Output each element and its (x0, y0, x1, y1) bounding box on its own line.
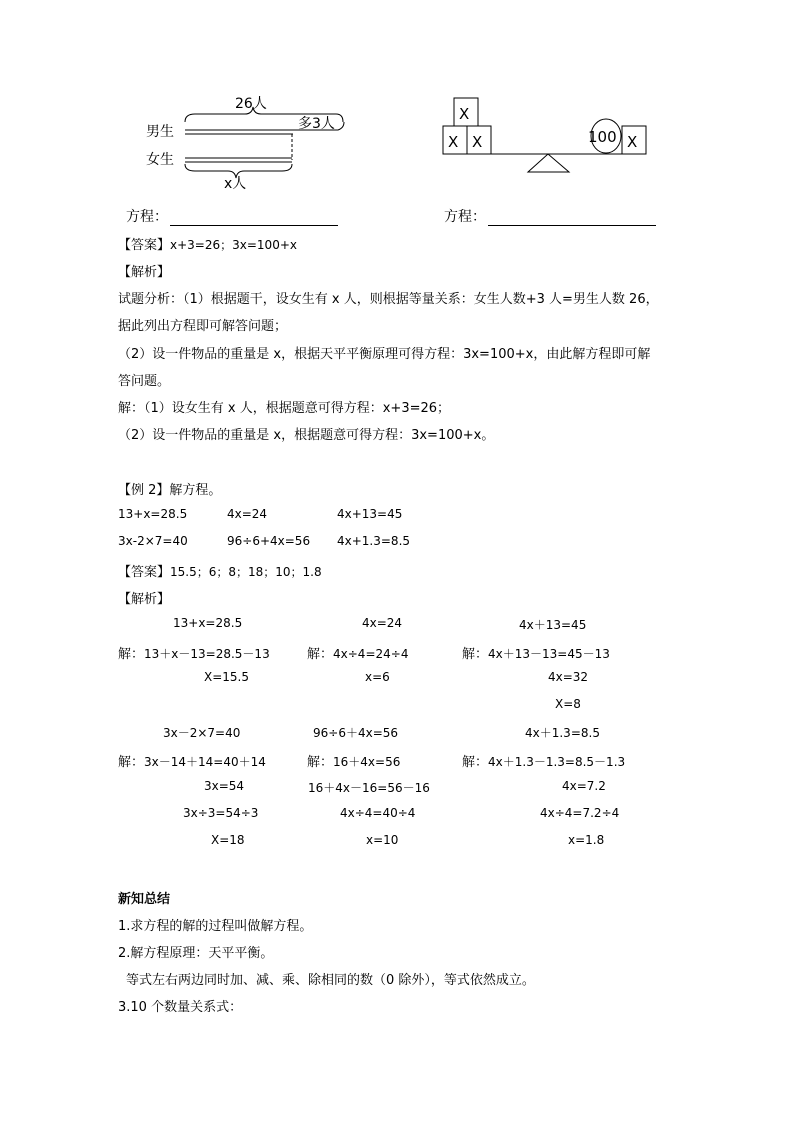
solution-5-result: x=10 (366, 833, 399, 847)
solution-4-step2: 3x=54 (204, 779, 245, 793)
answer-1-tag: 【答案】 (118, 238, 171, 253)
solution-6-step3: 4x÷4=7.2÷4 (540, 806, 620, 820)
solution-2-result: x=6 (365, 670, 390, 684)
solution-2-step1: 解：4x÷4=24÷4 (307, 647, 409, 662)
x-label: x人 (224, 176, 247, 192)
solution-5-step1: 解：16＋4x=56 (307, 755, 401, 770)
analysis-1-line4: 答问题。 (118, 374, 171, 389)
solution-4-result: X=18 (211, 833, 245, 847)
analysis-1-tag: 【解析】 (118, 265, 171, 280)
answer-1-text: x+3=26；3x=100+x (170, 238, 297, 252)
example-eq-4: 3x-2×7=40 (118, 534, 188, 548)
analysis-2-tag: 【解析】 (118, 592, 171, 607)
example-2-title: 【例 2】解方程。 (118, 483, 222, 498)
answer-2-tag: 【答案】 (118, 565, 171, 580)
analysis-1-line2: 据此列出方程即可解答问题； (118, 319, 288, 334)
solution-6-equation: 4x＋1.3=8.5 (525, 726, 600, 740)
solution-5-equation: 96÷6＋4x=56 (313, 726, 399, 740)
example-eq-3: 4x+13=45 (337, 507, 403, 521)
solution-6-result: x=1.8 (568, 833, 605, 847)
solution-2-equation: 4x=24 (362, 616, 403, 630)
solution-4-equation: 3x－2×7=40 (163, 726, 241, 740)
solution-5-step3: 4x÷4=40÷4 (340, 806, 416, 820)
weight-label: 100 (588, 128, 617, 146)
answer-blank-right[interactable] (488, 211, 656, 226)
solution-3-equation: 4x＋13=45 (519, 618, 587, 632)
box-left-label: X (448, 133, 459, 151)
summary-title: 新知总结 (118, 892, 171, 907)
answer-blank-left[interactable] (170, 211, 338, 226)
summary-point-4: 3.10 个数量关系式： (118, 1000, 243, 1015)
fulcrum (528, 154, 569, 172)
solution-6-step2: 4x=7.2 (562, 779, 606, 793)
box-top-label: X (459, 105, 470, 123)
summary-point-1: 1.求方程的解的过程叫做解方程。 (118, 919, 313, 934)
analysis-1-line3: （2）设一件物品的重量是 x，根据天平平衡原理可得方程：3x=100+x，由此解方程即可解 (118, 347, 651, 362)
summary-point-2: 2.解方程原理：天平平衡。 (118, 946, 274, 961)
answer-2-text: 15.5；6；8；18；10；1.8 (170, 565, 322, 579)
box-right-label: X (627, 133, 638, 151)
analysis-1-line5: 解：（1）设女生有 x 人，根据题意可得方程：x+3=26； (118, 401, 451, 416)
example-eq-1: 13+x=28.5 (118, 507, 188, 521)
summary-point-3: 等式左右两边同时加、减、乘、除相同的数（0 除外），等式依然成立。 (126, 973, 535, 988)
equation-prompt-right: 方程： (444, 206, 656, 226)
answer-2 (118, 561, 322, 580)
example-eq-2: 4x=24 (227, 507, 268, 521)
equation-prompt-left: 方程： (126, 206, 338, 226)
solution-1-result: X=15.5 (204, 670, 249, 684)
solution-4-step1: 解：3x－14＋14=40＋14 (118, 755, 266, 770)
solution-1-equation: 13+x=28.5 (173, 616, 243, 630)
solution-3-step2: 4x=32 (548, 670, 589, 684)
analysis-1-line1: 试题分析：（1）根据题干，设女生有 x 人，则根据等量关系：女生人数+3 人=男生人数 26， (118, 292, 659, 307)
answer-1 (118, 234, 297, 253)
solution-5-step2: 16＋4x－16=56－16 (308, 781, 430, 795)
solution-1-step1: 解：13＋x－13=28.5－13 (118, 647, 270, 662)
boys-label: 男生 (146, 124, 174, 140)
balance-diagram (438, 96, 654, 178)
box-middle-label: X (472, 133, 483, 151)
boys-girls-diagram (140, 92, 360, 192)
solution-4-step3: 3x÷3=54÷3 (183, 806, 259, 820)
solution-3-result: X=8 (555, 697, 581, 711)
total-label: 26人 (235, 96, 267, 112)
solution-3-step1: 解：4x＋13－13=45－13 (462, 647, 610, 662)
girls-label: 女生 (146, 152, 174, 168)
analysis-1-line6: （2）设一件物品的重量是 x，根据题意可得方程：3x=100+x。 (118, 428, 495, 443)
extra-label: 多3人 (298, 116, 335, 132)
solution-6-step1: 解：4x＋1.3－1.3=8.5－1.3 (462, 755, 626, 770)
example-eq-6: 4x+1.3=8.5 (337, 534, 411, 548)
example-eq-5: 96÷6+4x=56 (227, 534, 311, 548)
